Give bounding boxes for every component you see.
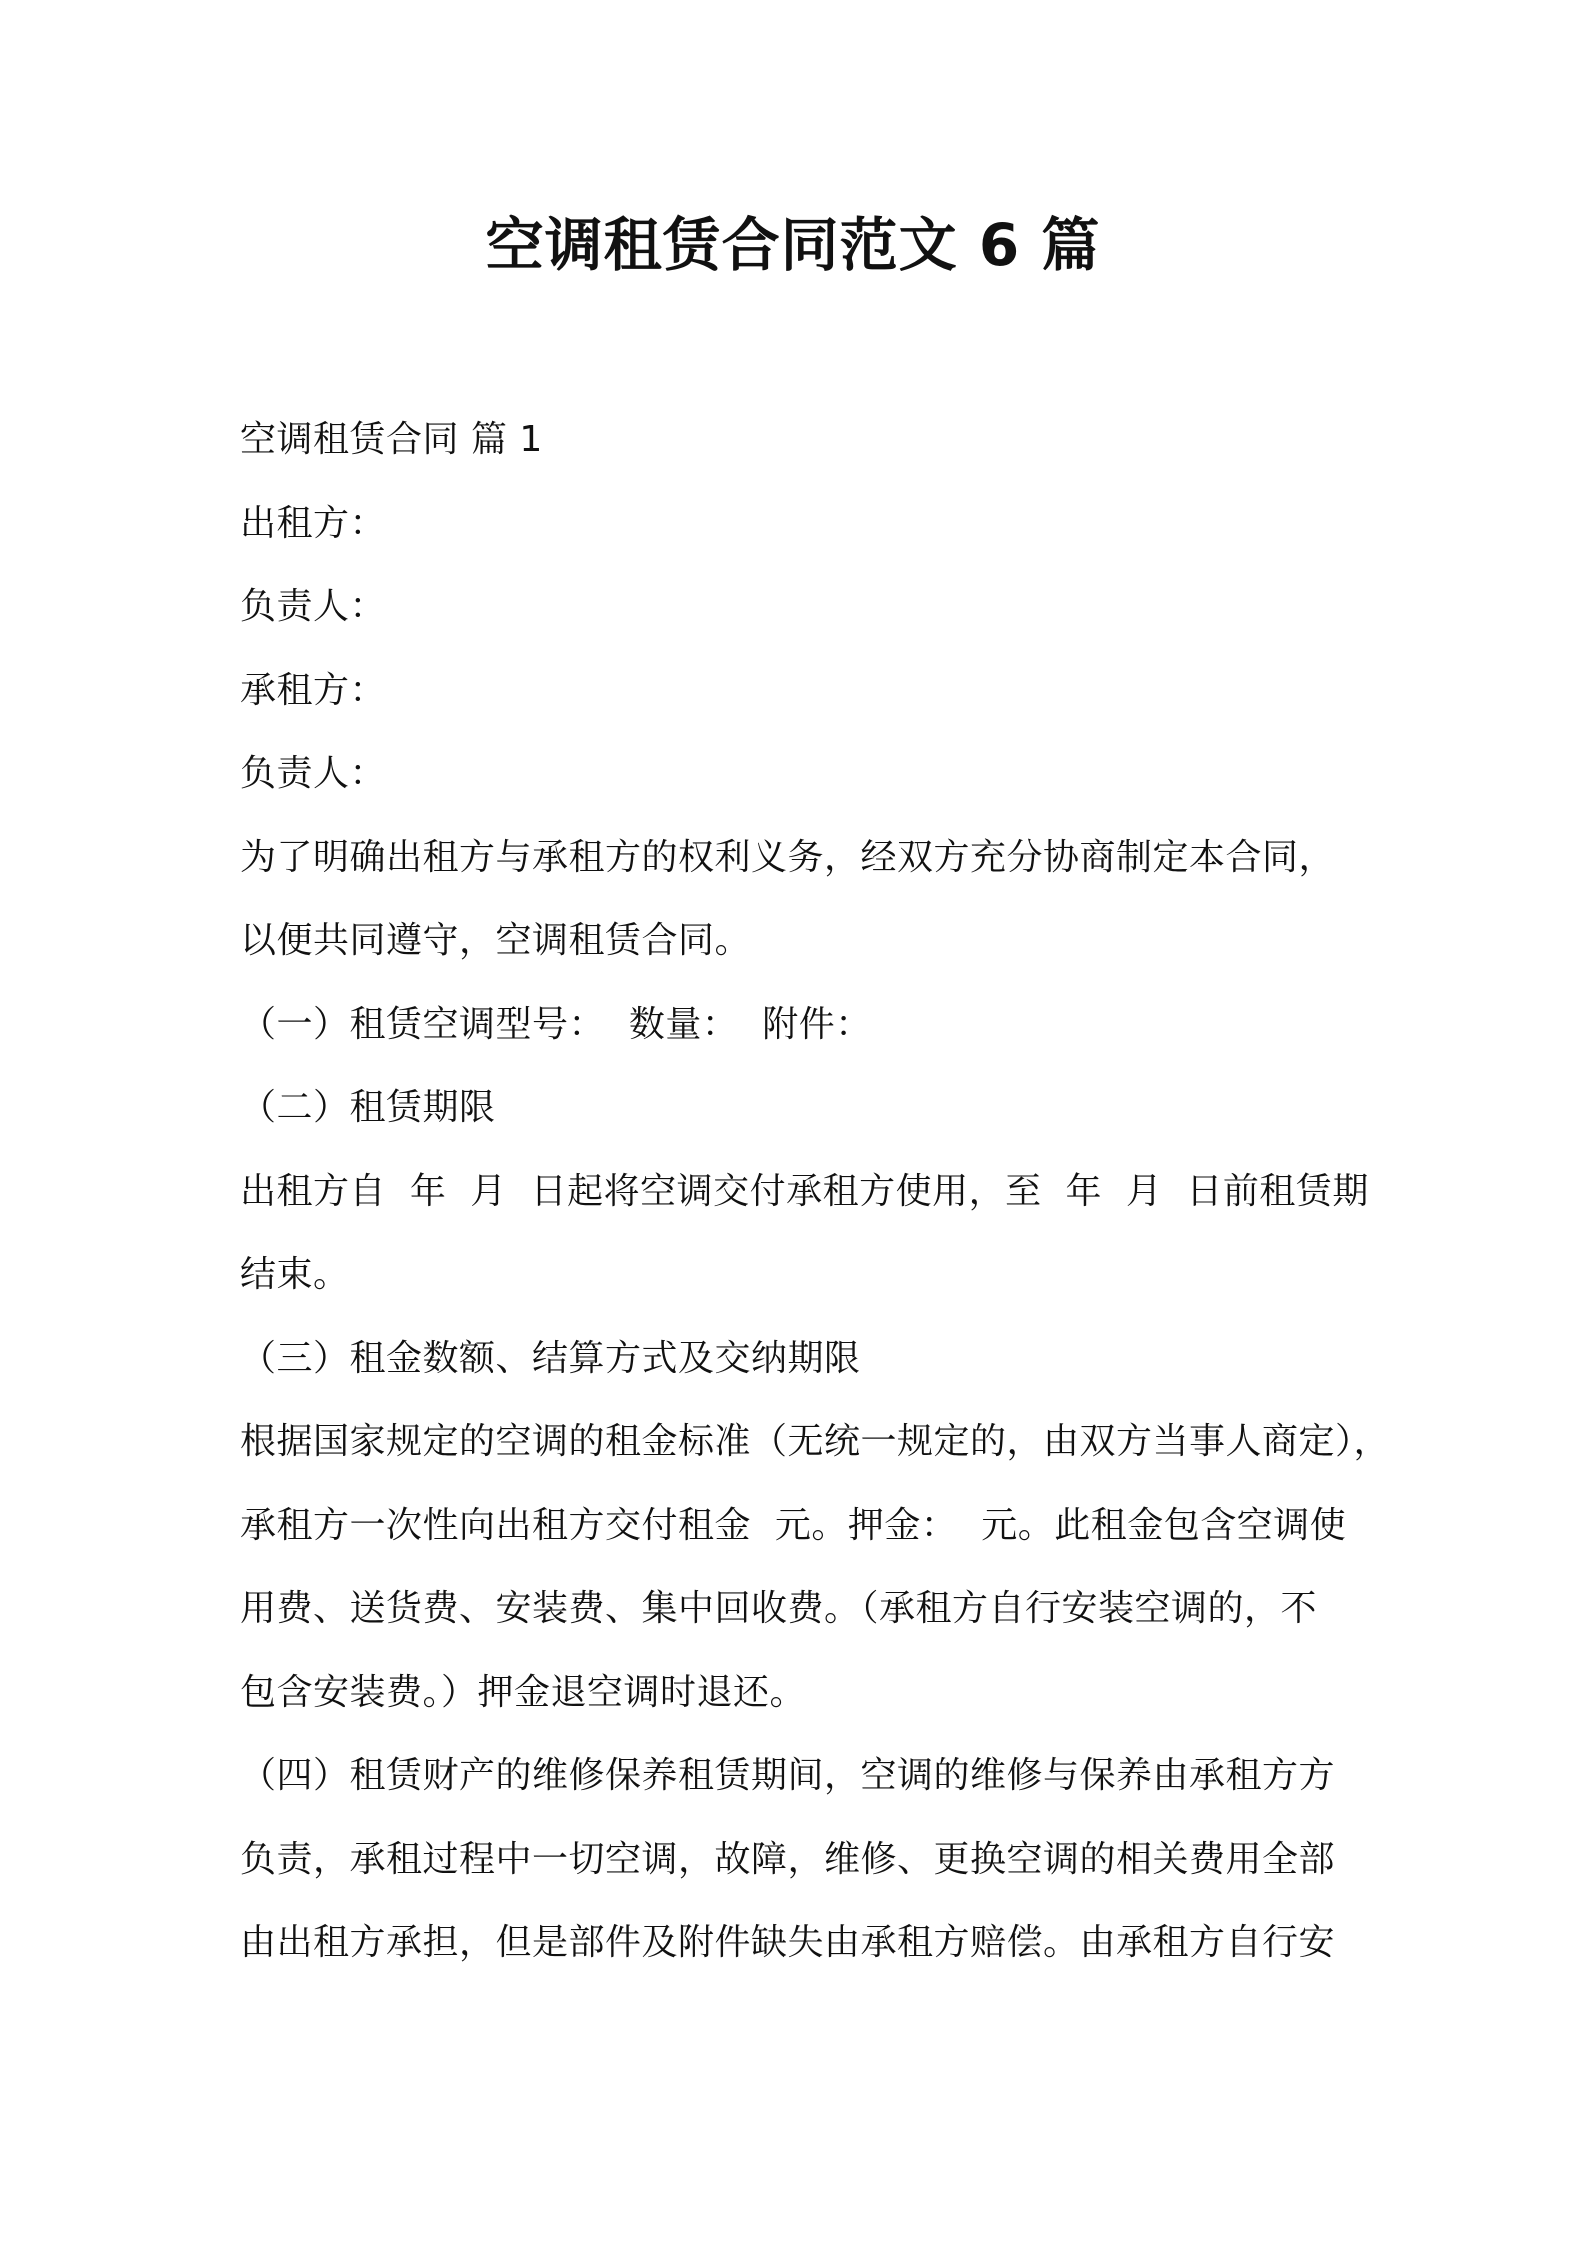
paragraph-line: 承租方一次性向出租方交付租金 元。押金： 元。此租金包含空调使	[240, 1504, 1347, 1546]
section-heading: 空调租赁合同 篇 1	[240, 419, 543, 460]
paragraph-line: 包含安装费。）押金退空调时退还。	[240, 1671, 807, 1713]
lessor-representative-field: 负责人：	[240, 586, 387, 627]
paragraph-line: 以便共同遵守，空调租赁合同。	[240, 920, 752, 961]
document-body	[240, 398, 1391, 1985]
lessee-field: 承租方：	[240, 669, 387, 711]
clause-line: （一）租赁空调型号： 数量： 附件：	[240, 1003, 872, 1045]
clause-line: （四）租赁财产的维修保养租赁期间，空调的维修与保养由承租方方	[240, 1755, 1336, 1796]
clause-heading: （三）租金数额、结算方式及交纳期限	[240, 1337, 861, 1379]
lessee-representative-field: 负责人：	[240, 753, 387, 794]
paragraph-line: 结束。	[240, 1254, 350, 1295]
paragraph-line: 出租方自 年 月 日起将空调交付承租方使用，至 年 月 日前租赁期	[240, 1170, 1369, 1212]
paragraph-line: 用费、送货费、安装费、集中回收费。（承租方自行安装空调的，不	[240, 1588, 1318, 1629]
paragraph-line: 根据国家规定的空调的租金标准（无统一规定的，由双方当事人商定），	[240, 1421, 1391, 1462]
lessor-field: 出租方：	[240, 502, 387, 544]
paragraph-line: 由出租方承担，但是部件及附件缺失由承租方赔偿。由承租方自行安	[240, 1922, 1336, 1963]
paragraph-line: 负责，承租过程中一切空调，故障，维修、更换空调的相关费用全部	[240, 1838, 1336, 1880]
paragraph-line: 为了明确出租方与承租方的权利义务，经双方充分协商制定本合同，	[240, 836, 1336, 878]
document-title: 空调租赁合同范文 6 篇	[485, 211, 1101, 279]
clause-heading: （二）租赁期限	[240, 1087, 496, 1128]
